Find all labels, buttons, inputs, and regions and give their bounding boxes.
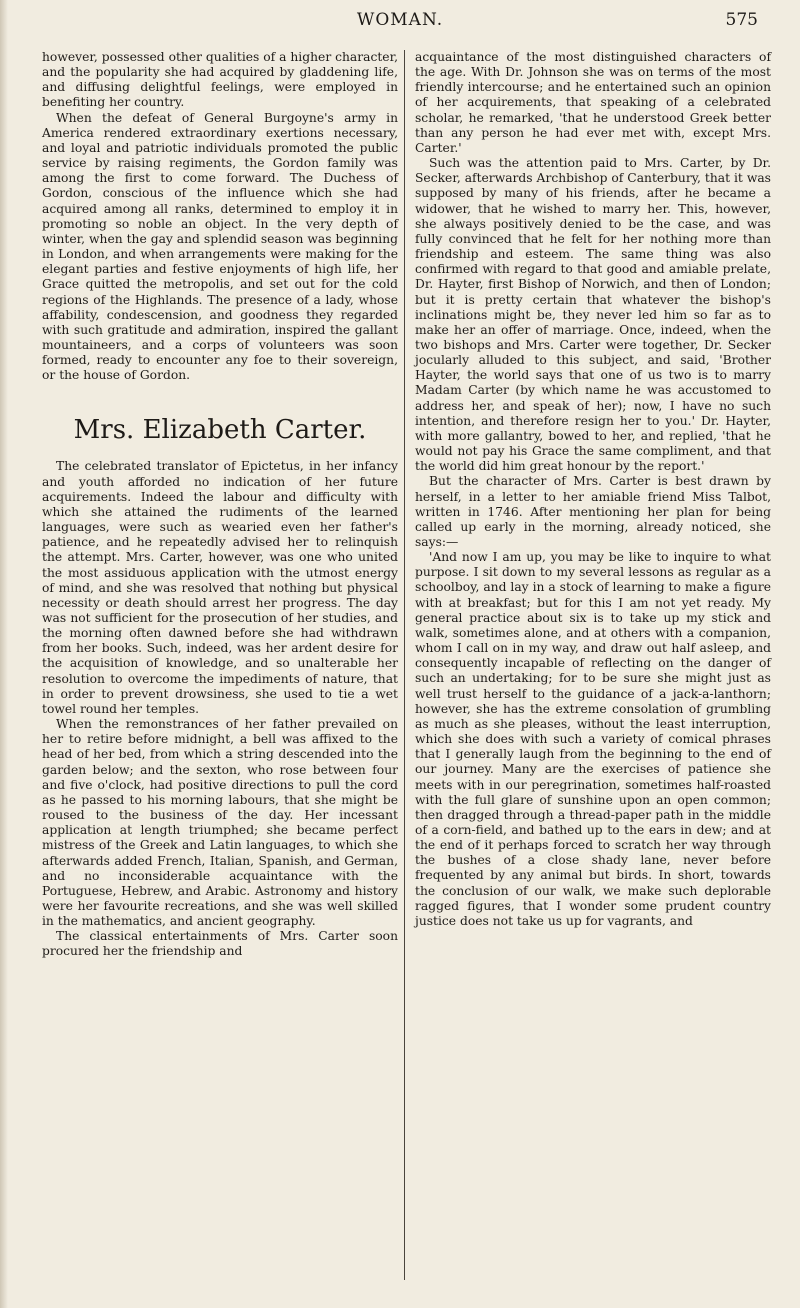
left-column xyxy=(42,50,398,960)
paragraph: Such was the attention paid to Mrs. Carter, by Dr. Secker, afterwards Archbishop of Canterbury, that it was supposed by many of his friends, after he became a widower, that he wished to marry her. This, however, she always positively denied to be the case, and was fully convinced that he felt for her nothing more than friendship and esteem. The same thing was also confirmed with regard to that good and amiable prelate, Dr. Hayter, first Bishop of Norwich, and then of London; but it is pretty certain that whatever the bishop's inclinations might be, they never led him so far as to make her an offer of marriage. Once, indeed, when the two bishops and Mrs. Carter were together, Dr. Secker jocularly alluded to this subject, and said, 'Brother Hayter, the world says that one of us two is to marry Madam Carter (by which name he was accustomed to address her, and speak of her); now, I have no such intention, and therefore resign her to you.' Dr. Hayter, with more gallantry, bowed to her, and replied, 'that he would not pay his Grace the same compliment, and that the world did him great honour by the report.' xyxy=(415,156,771,474)
paragraph: When the remonstrances of her father prevailed on her to retire before midnight, a bell was affixed to the head of her bed, from which a string descended into the garden below; and the sexton, who rose between four and five o'clock, had positive directions to pull the cord as he passed to his morning labours, that she might be roused to the business of the day. Her incessant application at length triumphed; she became perfect mistress of the Greek and Latin languages, to which she afterwards added French, Italian, Spanish, and German, and no inconsiderable acquaintance with the Portuguese, Hebrew, and Arabic. Astronomy and history were her favourite recreations, and she was well skilled in the mathematics, and ancient geography. xyxy=(42,717,398,929)
section-heading: Mrs. Elizabeth Carter. xyxy=(73,415,367,446)
running-header xyxy=(0,6,800,36)
running-title: WOMAN. xyxy=(356,10,444,30)
column-divider xyxy=(404,50,405,1280)
paragraph: acquaintance of the most distinguished characters of the age. With Dr. Johnson she was on terms of the most friendly intercourse; and he entertained such an opinion of her acquirements, that speaking of a celebrated scholar, he remarked, 'that he understood Greek better than any person he had ever met with, except Mrs. Carter.' xyxy=(415,50,771,155)
page-edge-shadow xyxy=(0,0,8,1308)
right-column xyxy=(415,50,771,929)
paragraph: When the defeat of General Burgoyne's army in America rendered extraordinary exertions necessary, and loyal and patriotic individuals promoted the public service by raising regiments, the Gordon family was among the first to come forward. The Duchess of Gordon, conscious of the influence which she had acquired among all ranks, determined to employ it in promoting so noble an object. In the very depth of winter, when the gay and splendid season was beginning in London, and when arrangements were making for the elegant parties and festive enjoyments of high life, her Grace quitted the metropolis, and set out for the cold regions of the Highlands. The presence of a lady, whose affability, condescension, and goodness they regarded with such gratitude and admiration, inspired the gallant mountaineers, and a corps of volunteers was soon formed, ready to encounter any foe to their sovereign, or the house of Gordon. xyxy=(42,110,398,383)
paragraph: however, possessed other qualities of a higher character, and the popularity she had acquired by gladdening life, and diffusing delightful feelings, were employed in benefiting her country. xyxy=(42,50,398,110)
paragraph: The classical entertainments of Mrs. Carter soon procured her the friendship and xyxy=(42,929,398,959)
paragraph: The celebrated translator of Epictetus, in her infancy and youth afforded no indication of her future acquirements. Indeed the labour and difficulty with which she attained the rudiments of the learned languages, were such as wearied even her father's patience, and he repeatedly advised her to relinquish the attempt. Mrs. Carter, however, was one who united the most assiduous application with the utmost energy of mind, and she was resolved that nothing but physical necessity or death should arrest her progress. The day was not sufficient for the prosecution of her studies, and the morning often dawned before she had withdrawn from her books. Such, indeed, was her ardent desire for the acquisition of knowledge, and so unalterable her resolution to overcome the impediments of nature, that in order to prevent drowsiness, she used to tie a wet towel round her temples. xyxy=(42,459,398,716)
paragraph: 'And now I am up, you may be like to inquire to what purpose. I sit down to my several lessons as regular as a schoolboy, and lay in a stock of learning to make a figure with at breakfast; but for this I am not yet ready. My general practice about six is to take up my stick and walk, sometimes alone, and at others with a companion, whom I call on in my way, and draw out half asleep, and consequently incapable of reflecting on the danger of such an undertaking; for to be sure she might just as well trust herself to the guidance of a jack-a-lanthorn; however, she has the extreme consolation of grumbling as much as she pleases, without the least interruption, which she does with such a variety of comical phrases that I generally laugh from the beginning to the end of our journey. Many are the exercises of patience she meets with in our peregrination, sometimes half-roasted with the full glare of sunshine upon an open common; then dragged through a thread-paper path in the middle of a corn-field, and bathed up to the ears in dew; and at the end of it perhaps forced to scratch her way through the bushes of a close shady lane, never before frequented by any animal but birds. In short, towards the conclusion of our walk, we make such deplorable ragged figures, that I wonder some prudent country justice does not take us up for vagrants, and xyxy=(415,550,771,928)
paragraph: But the character of Mrs. Carter is best drawn by herself, in a letter to her amiable friend Miss Talbot, written in 1746. After mentioning her plan for being called up early in the morning, already noticed, she says:— xyxy=(415,474,771,549)
page-number: 575 xyxy=(725,10,758,30)
